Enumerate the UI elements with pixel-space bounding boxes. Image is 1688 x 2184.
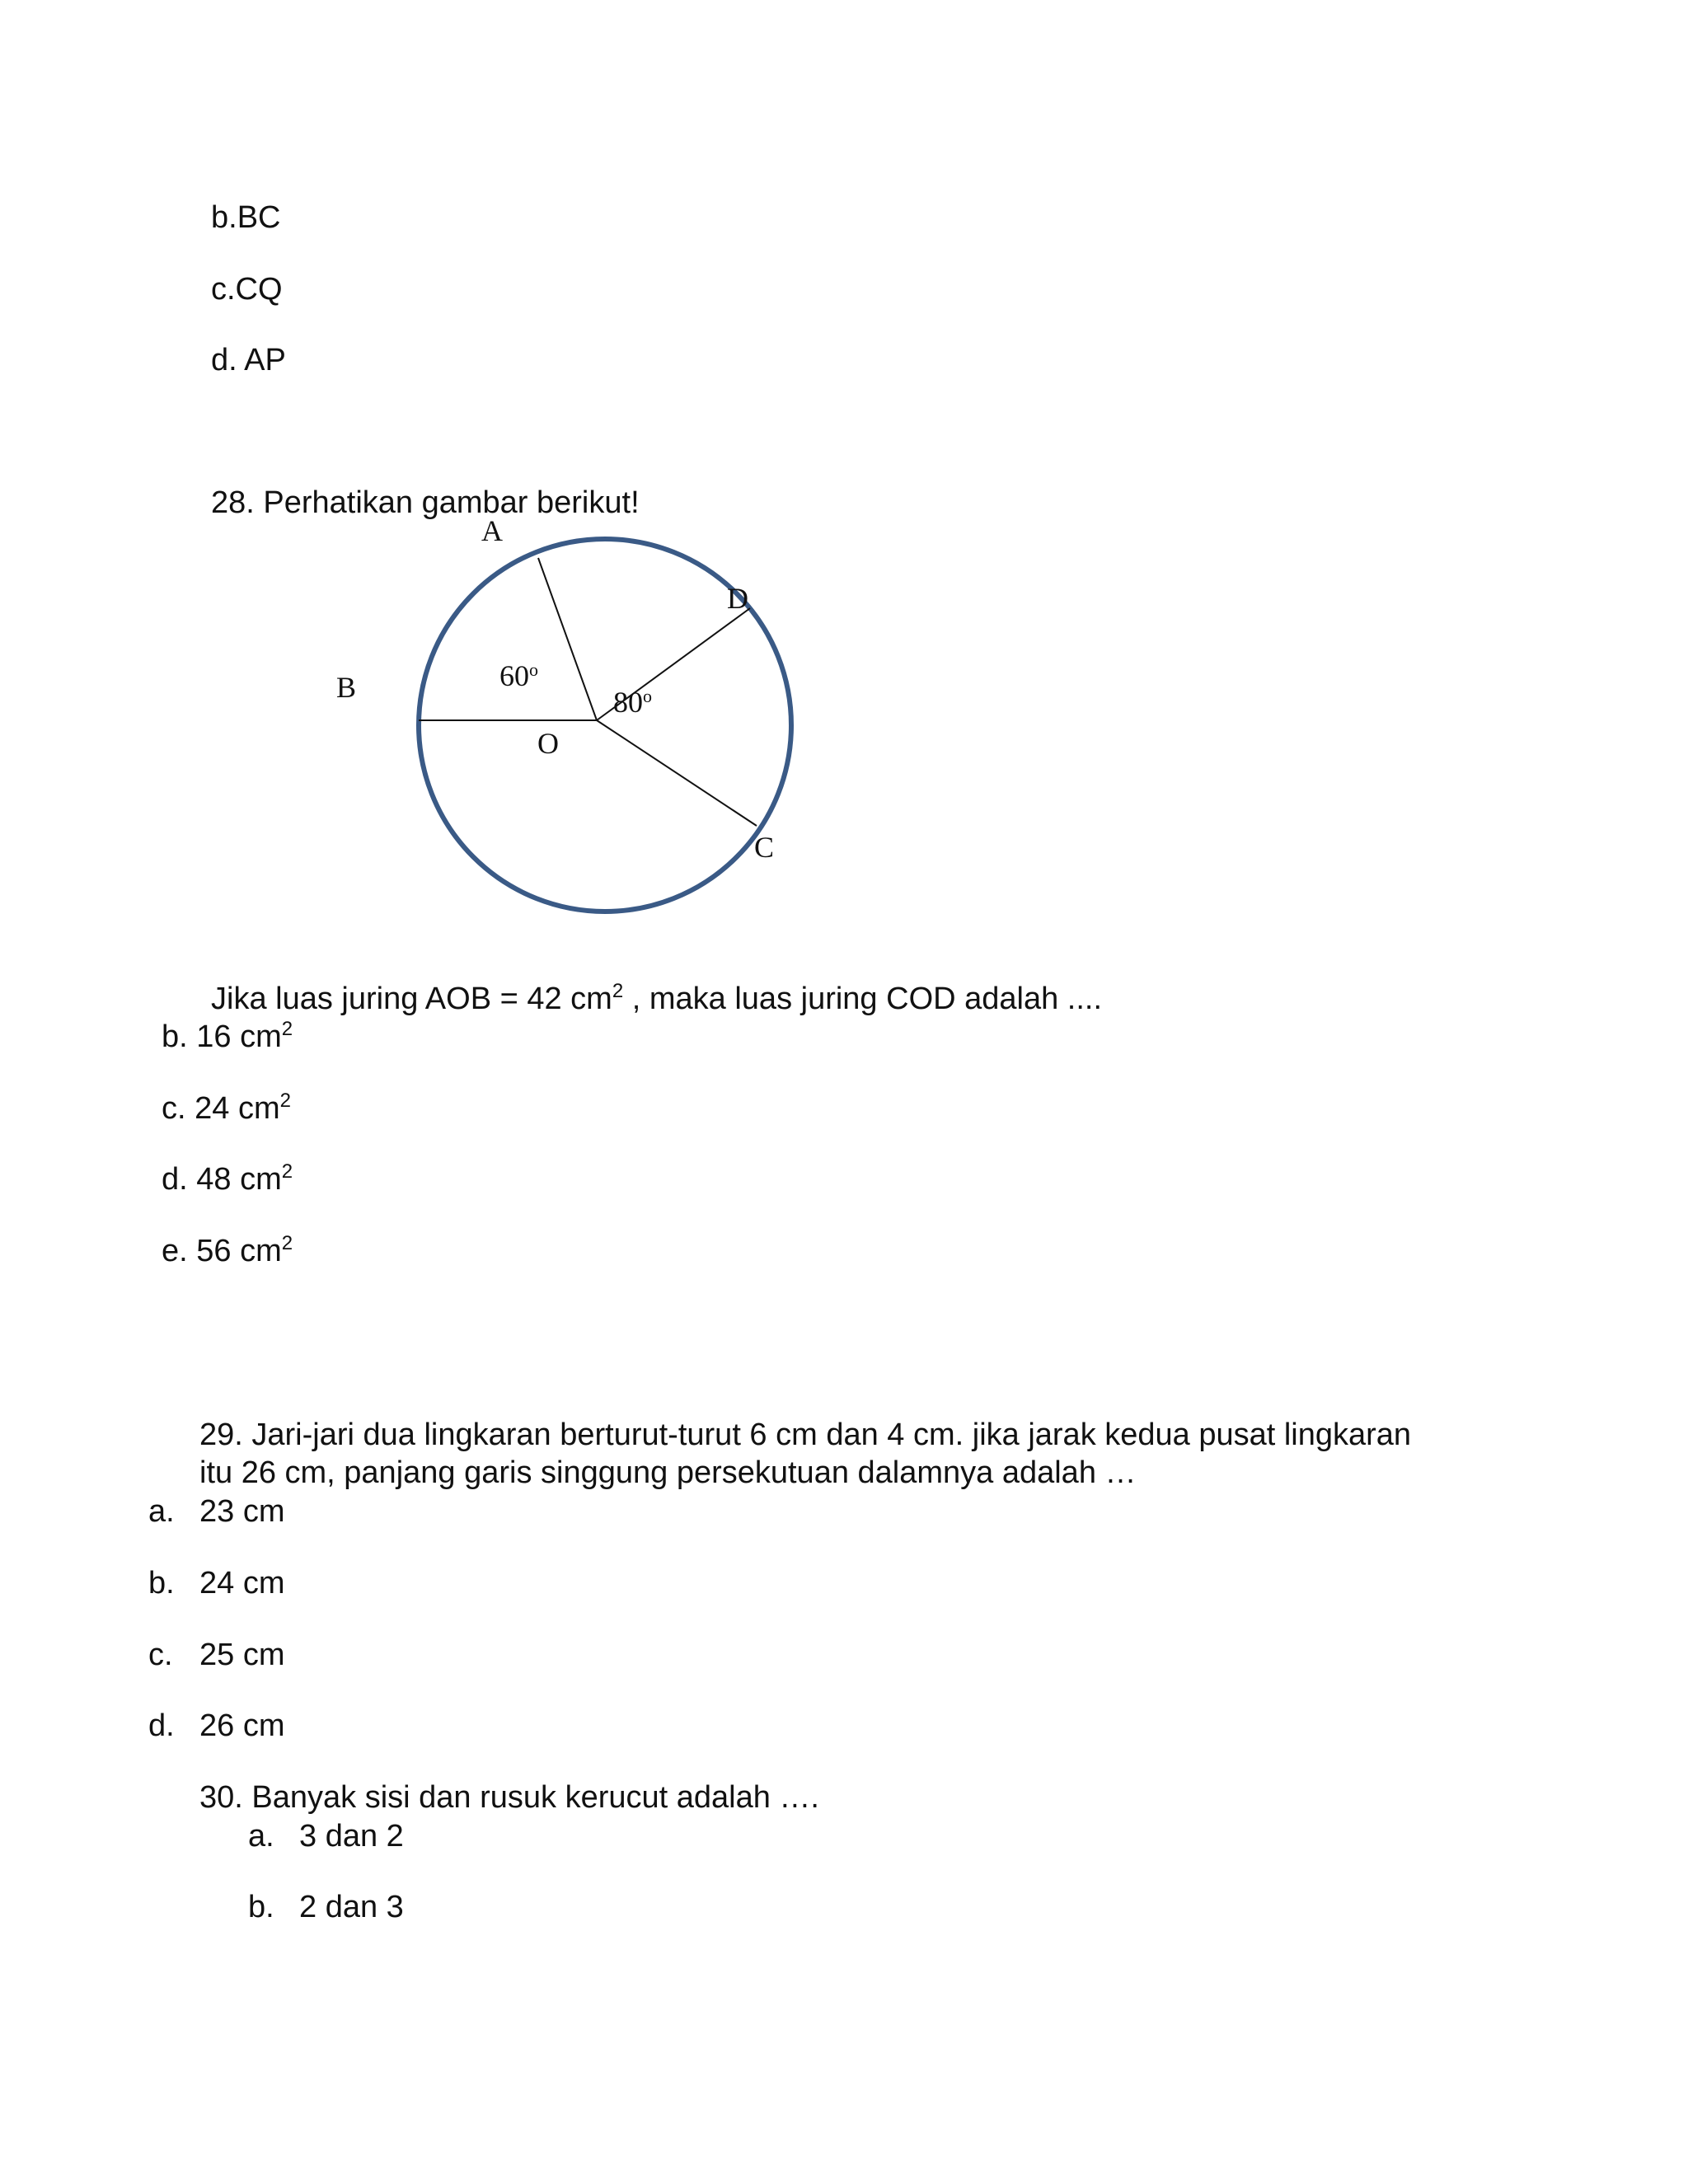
point-label-b: B [336, 671, 357, 704]
point-label-c: C [754, 831, 775, 864]
q30-question: 30. Banyak sisi dan rusuk kerucut adalah …. [199, 1780, 819, 1815]
point-label-o: O [537, 727, 559, 760]
angle-cod-label: 80$^o$ [613, 686, 652, 719]
q29-question-line1: 29. Jari-jari dua lingkaran berturut-turut 6 cm dan 4 cm. jika jarak kedua pusat lingkaran [199, 1418, 1412, 1452]
q28-option-b: b. 16 $cm^2$ [162, 1018, 293, 1054]
q28-option-d: d. 48 $cm^2$ [162, 1160, 293, 1197]
q28-question: 28. Perhatikan gambar berikut! [211, 485, 640, 520]
q29-option-a: a. 23 cm [148, 1494, 285, 1529]
q30-option-a: a. 3 dan 2 [248, 1819, 404, 1854]
circle-sector-figure [0, 0, 1688, 989]
q27-option-d: d. AP [211, 343, 286, 377]
q29-option-d: d. 26 cm [148, 1708, 285, 1743]
q29-question-line2: itu 26 cm, panjang garis singgung persekutuan dalamnya adalah … [199, 1455, 1137, 1490]
radius-oa [538, 558, 597, 720]
radius-oc [597, 720, 757, 826]
q27-option-c: c.CQ [211, 272, 283, 307]
angle-aob-label: 60$^o$ [499, 659, 538, 692]
q28-option-c: c. 24 $cm^2$ [162, 1090, 291, 1126]
q29-option-b: b. 24 cm [148, 1566, 285, 1601]
q28-prompt: Jika luas juring AOB = 42 $cm^2$ , maka luas juring COD adalah .... [211, 980, 1103, 1016]
q29-option-c: c. 25 cm [148, 1638, 285, 1672]
q30-option-b: b. 2 dan 3 [248, 1890, 404, 1924]
point-label-d: D [727, 582, 748, 615]
q28-option-e: e. 56 $cm^2$ [162, 1232, 293, 1268]
point-label-a: A [481, 514, 503, 547]
q27-option-b: b.BC [211, 200, 281, 235]
